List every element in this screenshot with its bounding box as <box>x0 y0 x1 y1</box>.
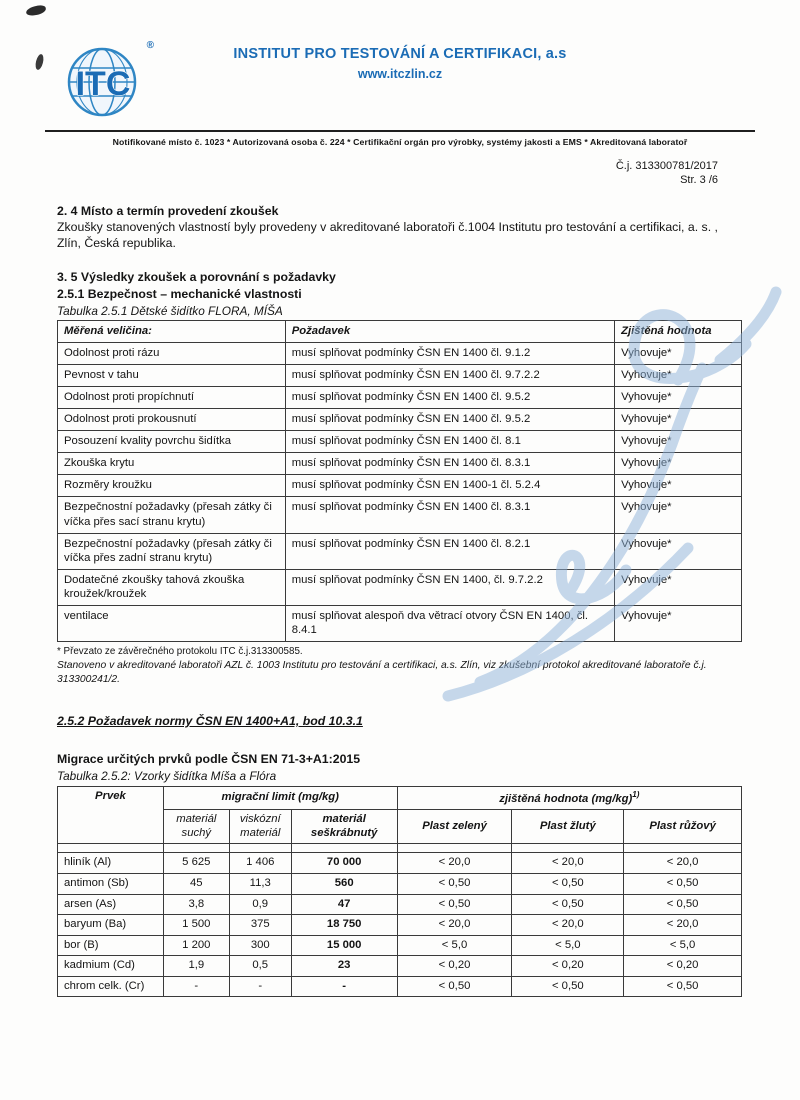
accreditation-line: Notifikované místo č. 1023 * Autorizovaná osoba č. 224 * Certifikační orgán pro výrobky, systémy jakosti a EMS * Akreditovaná laboratoř <box>112 137 688 147</box>
subheader-plast-pink: Plast růžový <box>624 810 742 844</box>
value-yellow-cell: < 0,50 <box>512 874 624 895</box>
table1-caption: Tabulka 2.5.1 Dětské šidítko FLORA, MÍŠA <box>57 303 283 318</box>
result-cell: Vyhovuje* <box>615 453 742 475</box>
itc-logo <box>60 40 154 122</box>
limit-viscous-cell: 300 <box>229 935 291 956</box>
footnote-asterisk: * Převzato ze závěrečného protokolu ITC č.j.313300585. <box>57 646 303 658</box>
section-3-5-heading: 3. 5 Výsledky zkoušek a porovnání s požadavky <box>57 269 336 284</box>
value-pink-cell: < 5,0 <box>624 935 742 956</box>
result-cell: Vyhovuje* <box>615 569 742 605</box>
result-cell: Vyhovuje* <box>615 475 742 497</box>
migration-heading: Migrace určitých prvků podle ČSN EN 71-3+A1:2015 <box>57 752 361 767</box>
letterhead <box>0 0 800 130</box>
file-number: Č.j. 313300781/2017 <box>615 160 718 172</box>
element-cell: kadmium (Cd) <box>58 956 164 977</box>
table-row <box>58 569 742 605</box>
limit-scraped-cell: 560 <box>291 874 397 895</box>
table-row <box>58 475 742 497</box>
limit-scraped-cell: 18 750 <box>291 915 397 936</box>
measured-quantity-cell: Bezpečnostní požadavky (přesah zátky či víčka přes sací stranu krytu) <box>58 497 286 533</box>
limit-dry-cell: - <box>163 976 229 997</box>
result-cell: Vyhovuje* <box>615 533 742 569</box>
table-group-header-row <box>58 787 742 810</box>
value-yellow-cell: < 0,20 <box>512 956 624 977</box>
value-yellow-cell: < 0,50 <box>512 894 624 915</box>
document-body <box>57 204 742 998</box>
requirement-cell: musí splňovat podmínky ČSN EN 1400 čl. 9.1.2 <box>285 342 614 364</box>
limit-dry-cell: 1 500 <box>163 915 229 936</box>
element-cell: arsen (As) <box>58 894 164 915</box>
value-pink-cell: < 0,50 <box>624 894 742 915</box>
value-green-cell: < 0,20 <box>397 956 512 977</box>
limit-viscous-cell: 375 <box>229 915 291 936</box>
org-name: INSTITUT PRO TESTOVÁNÍ A CERTIFIKACI, a.s <box>233 46 567 62</box>
requirement-cell: musí splňovat podmínky ČSN EN 1400 čl. 8.3.1 <box>285 497 614 533</box>
globe-icon <box>60 42 148 122</box>
group-header-found <box>397 787 741 810</box>
limit-scraped-cell: 15 000 <box>291 935 397 956</box>
header-divider <box>45 130 755 132</box>
measured-quantity-cell: Odolnost proti rázu <box>58 342 286 364</box>
value-yellow-cell: < 20,0 <box>512 853 624 874</box>
value-yellow-cell: < 20,0 <box>512 915 624 936</box>
table-row <box>58 431 742 453</box>
requirement-cell: musí splňovat podmínky ČSN EN 1400, čl. 9.7.2.2 <box>285 569 614 605</box>
section-2-4-heading: 2. 4 Místo a termín provedení zkoušek <box>57 203 279 218</box>
table-row <box>58 533 742 569</box>
value-pink-cell: < 0,50 <box>624 976 742 997</box>
requirement-cell: musí splňovat podmínky ČSN EN 1400 čl. 9.5.2 <box>285 386 614 408</box>
limit-dry-cell: 3,8 <box>163 894 229 915</box>
section-2-4-body: Zkoušky stanovených vlastností byly provedeny v akreditované laboratoři č.1004 Institutu pro testování a certifikaci, a. s. , Zlín, Česká republika. <box>57 219 718 250</box>
measured-quantity-cell: Rozměry kroužku <box>58 475 286 497</box>
requirement-cell: musí splňovat podmínky ČSN EN 1400 čl. 8.1 <box>285 431 614 453</box>
measured-quantity-cell: ventilace <box>58 606 286 642</box>
limit-dry-cell: 5 625 <box>163 853 229 874</box>
table-row <box>58 386 742 408</box>
section-2-5-2-heading: 2.5.2 Požadavek normy ČSN EN 1400+A1, bod 10.3.1 <box>57 714 363 729</box>
value-yellow-cell: < 0,50 <box>512 976 624 997</box>
subheader-plast-yellow: Plast žlutý <box>512 810 624 844</box>
footnote-lab: Stanoveno v akreditované laboratoři AZL č. 1003 Institutu pro testování a certifikaci, a.s. Zlín, viz zkušební protokol akreditované laboratoře č.j. 313300241/2. <box>57 660 707 685</box>
table2-caption: Tabulka 2.5.2: Vzorky šidítka Míša a Flóra <box>57 769 277 784</box>
spacer-row <box>58 844 742 853</box>
result-cell: Vyhovuje* <box>615 606 742 642</box>
group-header-limit: migrační limit (mg/kg) <box>163 787 397 810</box>
col-header-result: Zjištěná hodnota <box>615 320 742 342</box>
migration-table <box>57 786 742 997</box>
subheader-plast-green: Plast zelený <box>397 810 512 844</box>
table-row <box>58 606 742 642</box>
value-pink-cell: < 20,0 <box>624 915 742 936</box>
limit-viscous-cell: 11,3 <box>229 874 291 895</box>
element-cell: baryum (Ba) <box>58 915 164 936</box>
col-header-element: Prvek <box>58 787 164 844</box>
result-cell: Vyhovuje* <box>615 431 742 453</box>
logo-text: ITC <box>75 65 131 103</box>
limit-scraped-cell: 47 <box>291 894 397 915</box>
limit-viscous-cell: 0,9 <box>229 894 291 915</box>
measured-quantity-cell: Bezpečnostní požadavky (přesah zátky či víčka přes zadní stranu krytu) <box>58 533 286 569</box>
reference-block <box>0 159 718 188</box>
limit-scraped-cell: 70 000 <box>291 853 397 874</box>
limit-viscous-cell: 1 406 <box>229 853 291 874</box>
result-cell: Vyhovuje* <box>615 364 742 386</box>
limit-viscous-cell: 0,5 <box>229 956 291 977</box>
value-pink-cell: < 0,20 <box>624 956 742 977</box>
table-row <box>58 853 742 874</box>
measured-quantity-cell: Posouzení kvality povrchu šidítka <box>58 431 286 453</box>
col-header-requirement: Požadavek <box>285 320 614 342</box>
table-row <box>58 894 742 915</box>
value-yellow-cell: < 5,0 <box>512 935 624 956</box>
measured-quantity-cell: Odolnost proti propíchnutí <box>58 386 286 408</box>
limit-dry-cell: 45 <box>163 874 229 895</box>
table-row <box>58 497 742 533</box>
subheader-dry: materiál suchý <box>163 810 229 844</box>
value-green-cell: < 20,0 <box>397 853 512 874</box>
table-row <box>58 409 742 431</box>
requirement-cell: musí splňovat podmínky ČSN EN 1400 čl. 8.2.1 <box>285 533 614 569</box>
result-cell: Vyhovuje* <box>615 342 742 364</box>
table-header-row <box>58 320 742 342</box>
requirement-cell: musí splňovat podmínky ČSN EN 1400 čl. 8.3.1 <box>285 453 614 475</box>
value-green-cell: < 0,50 <box>397 874 512 895</box>
subheader-viscous: viskózní materiál <box>229 810 291 844</box>
table-row <box>58 364 742 386</box>
measured-quantity-cell: Odolnost proti prokousnutí <box>58 409 286 431</box>
table-row <box>58 915 742 936</box>
value-green-cell: < 0,50 <box>397 894 512 915</box>
group-header-found-label: zjištěná hodnota (mg/kg) <box>499 792 633 805</box>
col-header-measured: Měřená veličina: <box>58 320 286 342</box>
limit-scraped-cell: - <box>291 976 397 997</box>
table-row <box>58 874 742 895</box>
value-green-cell: < 5,0 <box>397 935 512 956</box>
requirement-cell: musí splňovat podmínky ČSN EN 1400 čl. 9.5.2 <box>285 409 614 431</box>
requirement-cell: musí splňovat podmínky ČSN EN 1400 čl. 9.7.2.2 <box>285 364 614 386</box>
table-row <box>58 935 742 956</box>
requirement-cell: musí splňovat alespoň dva větrací otvory ČSN EN 1400, čl. 8.4.1 <box>285 606 614 642</box>
measured-quantity-cell: Pevnost v tahu <box>58 364 286 386</box>
table-row <box>58 453 742 475</box>
element-cell: chrom celk. (Cr) <box>58 976 164 997</box>
section-2-5-1-heading: 2.5.1 Bezpečnost – mechanické vlastnosti <box>57 286 302 301</box>
element-cell: antimon (Sb) <box>58 874 164 895</box>
value-pink-cell: < 20,0 <box>624 853 742 874</box>
result-cell: Vyhovuje* <box>615 386 742 408</box>
result-cell: Vyhovuje* <box>615 497 742 533</box>
element-cell: bor (B) <box>58 935 164 956</box>
page-number: Str. 3 /6 <box>680 174 718 187</box>
element-cell: hliník (Al) <box>58 853 164 874</box>
registered-trademark-icon: ® <box>146 40 154 51</box>
subheader-scraped: materiál seškrábnutý <box>291 810 397 844</box>
limit-dry-cell: 1,9 <box>163 956 229 977</box>
value-green-cell: < 20,0 <box>397 915 512 936</box>
value-pink-cell: < 0,50 <box>624 874 742 895</box>
results-table <box>57 320 742 643</box>
result-cell: Vyhovuje* <box>615 409 742 431</box>
measured-quantity-cell: Zkouška krytu <box>58 453 286 475</box>
footnote-ref: 1) <box>632 790 640 800</box>
table-row <box>58 956 742 977</box>
value-green-cell: < 0,50 <box>397 976 512 997</box>
table-row <box>58 342 742 364</box>
website-link: www.itczlin.cz <box>357 67 443 81</box>
table-row <box>58 976 742 997</box>
requirement-cell: musí splňovat podmínky ČSN EN 1400-1 čl. 5.2.4 <box>285 475 614 497</box>
measured-quantity-cell: Dodatečné zkoušky tahová zkouška kroužek/kroužek <box>58 569 286 605</box>
limit-scraped-cell: 23 <box>291 956 397 977</box>
limit-dry-cell: 1 200 <box>163 935 229 956</box>
limit-viscous-cell: - <box>229 976 291 997</box>
